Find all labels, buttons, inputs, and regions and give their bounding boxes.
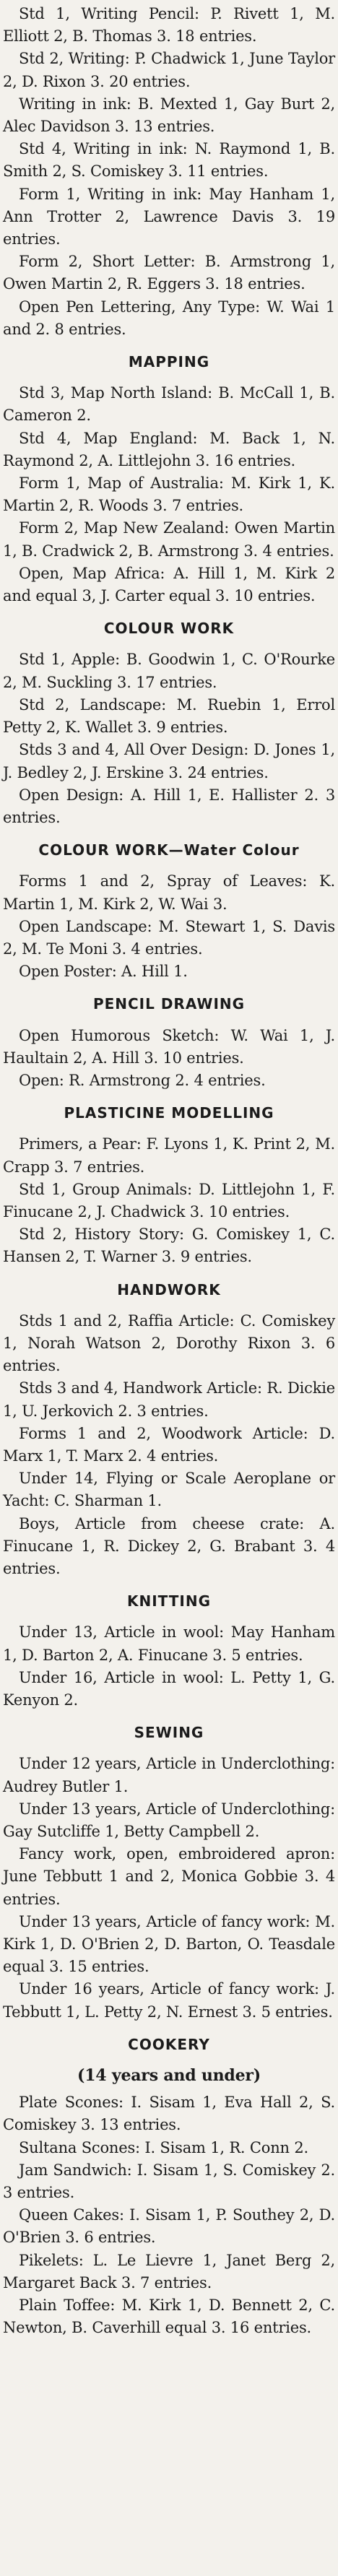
- newspaper-column: [3, 3, 335, 2340]
- results-paragraph: Open Humorous Sketch: W. Wai 1, J. Haultain 2, A. Hill 3. 10 entries.: [3, 1026, 335, 1067]
- results-paragraph: Std 1, Writing Pencil: P. Rivett 1, M. Elliott 2, B. Thomas 3. 18 entries.: [3, 5, 335, 45]
- results-paragraph: Form 2, Map New Zealand: Owen Martin 1, B. Cradwick 2, B. Armstrong 3. 4 entries.: [3, 519, 335, 560]
- section-heading: COLOUR WORK: [103, 620, 235, 638]
- results-paragraph: Stds 3 and 4, All Over Design: D. Jones 1, J. Bedley 2, J. Erskine 3. 24 entries.: [3, 741, 335, 781]
- results-paragraph: Forms 1 and 2, Woodwork Article: D. Marx 1, T. Marx 2. 4 entries.: [3, 1424, 335, 1465]
- results-paragraph: Plate Scones: I. Sisam 1, Eva Hall 2, S. Comiskey 3. 13 entries.: [3, 2094, 335, 2134]
- section-subheading: (14 years and under): [77, 2066, 261, 2086]
- results-paragraph: Open: R. Armstrong 2. 4 entries.: [19, 1071, 266, 1089]
- section-heading: HANDWORK: [117, 1280, 221, 1298]
- section-heading: PENCIL DRAWING: [92, 995, 246, 1013]
- results-paragraph: Under 16 years, Article of fancy work: J. Tebbutt 1, L. Petty 2, N. Ernest 3. 5 entries.: [3, 1980, 335, 2021]
- results-paragraph: Std 4, Writing in ink: N. Raymond 1, B. Smith 2, S. Comiskey 3. 11 entries.: [3, 140, 335, 181]
- results-paragraph: Std 4, Map England: M. Back 1, N. Raymond 2, A. Littlejohn 3. 16 entries.: [3, 429, 335, 469]
- results-paragraph: Form 2, Short Letter: B. Armstrong 1, Owen Martin 2, R. Eggers 3. 18 entries.: [3, 253, 335, 293]
- results-paragraph: Forms 1 and 2, Spray of Leaves: K. Martin 1, M. Kirk 2, W. Wai 3.: [3, 872, 335, 913]
- results-paragraph: Open Landscape: M. Stewart 1, S. Davis 2, M. Te Moni 3. 4 entries.: [3, 917, 335, 958]
- section-heading: PLASTICINE MODELLING: [64, 1104, 274, 1122]
- results-paragraph: Stds 3 and 4, Handwork Article: R. Dickie 1, U. Jerkovich 2. 3 entries.: [3, 1379, 335, 1420]
- results-paragraph: Stds 1 and 2, Raffia Article: C. Comiskey 1, Norah Watson 2, Dorothy Rixon 3. 6 entries.: [3, 1311, 335, 1375]
- results-paragraph: Open, Map Africa: A. Hill 1, M. Kirk 2 and equal 3, J. Carter equal 3. 10 entries.: [3, 564, 335, 605]
- results-paragraph: Open Design: A. Hill 1, E. Hallister 2. 3 entries.: [3, 786, 335, 826]
- results-paragraph: Queen Cakes: I. Sisam 1, P. Southey 2, D. O'Brien 3. 6 entries.: [3, 2206, 335, 2247]
- results-paragraph: Pikelets: L. Le Lievre 1, Janet Berg 2, Margaret Back 3. 7 entries.: [3, 2251, 335, 2291]
- section-heading: SEWING: [134, 1724, 204, 1742]
- results-paragraph: Primers, a Pear: F. Lyons 1, K. Print 2, M. Crapp 3. 7 entries.: [3, 1135, 335, 1176]
- results-paragraph: Plain Toffee: M. Kirk 1, D. Bennett 2, C. Newton, B. Caverhill equal 3. 16 entries.: [3, 2297, 335, 2337]
- results-paragraph: Under 16, Article in wool: L. Petty 1, G. Kenyon 2.: [3, 1668, 335, 1709]
- results-paragraph: Writing in ink: B. Mexted 1, Gay Burt 2, Alec Davidson 3. 13 entries.: [3, 95, 335, 136]
- results-paragraph: Std 2, Landscape: M. Ruebin 1, Errol Petty 2, K. Wallet 3. 9 entries.: [3, 695, 335, 737]
- section-heading: COOKERY: [128, 2035, 210, 2053]
- results-paragraph: Form 1, Writing in ink: May Hanham 1, Ann Trotter 2, Lawrence Davis 3. 19 entries.: [3, 185, 335, 248]
- section-heading: MAPPING: [128, 353, 210, 371]
- section-heading: KNITTING: [126, 1592, 212, 1610]
- results-paragraph: Boys, Article from cheese crate: A. Finucane 1, R. Dickey 2, G. Brabant 3. 4 entries.: [3, 1514, 335, 1577]
- results-paragraph: Std 1, Group Animals: D. Littlejohn 1, F. Finucane 2, J. Chadwick 3. 10 entries.: [3, 1180, 335, 1220]
- results-paragraph: Std 1, Apple: B. Goodwin 1, C. O'Rourke 2, M. Suckling 3. 17 entries.: [3, 651, 335, 691]
- results-paragraph: Under 12 years, Article in Underclothing: Audrey Butler 1.: [3, 1755, 335, 1795]
- results-paragraph: Std 3, Map North Island: B. McCall 1, B. Cameron 2.: [3, 384, 335, 425]
- results-paragraph: Sultana Scones: I. Sisam 1, R. Conn 2.: [19, 2138, 308, 2156]
- results-paragraph: Open Poster: A. Hill 1.: [19, 963, 188, 981]
- results-paragraph: Form 1, Map of Australia: M. Kirk 1, K. Martin 2, R. Woods 3. 7 entries.: [3, 474, 335, 515]
- results-paragraph: Std 2, History Story: G. Comiskey 1, C. Hansen 2, T. Warner 3. 9 entries.: [3, 1226, 335, 1266]
- results-paragraph: Under 14, Flying or Scale Aeroplane or Yacht: C. Sharman 1.: [3, 1470, 335, 1510]
- section-heading: COLOUR WORK—Water Colour: [38, 841, 300, 859]
- results-paragraph: Under 13 years, Article of fancy work: M. Kirk 1, D. O'Brien 2, D. Barton, O. Teasdale equal 3. 15 entries.: [3, 1912, 335, 1976]
- results-paragraph: Under 13 years, Article of Underclothing: Gay Sutcliffe 1, Betty Campbell 2.: [3, 1800, 335, 1841]
- results-paragraph: Std 2, Writing: P. Chadwick 1, June Taylor 2, D. Rixon 3. 20 entries.: [3, 50, 335, 90]
- results-paragraph: Jam Sandwich: I. Sisam 1, S. Comiskey 2. 3 entries.: [3, 2161, 335, 2202]
- results-paragraph: Fancy work, open, embroidered apron: June Tebbutt 1 and 2, Monica Gobbie 3. 4 entries.: [3, 1845, 335, 1908]
- results-paragraph: Under 13, Article in wool: May Hanham 1, D. Barton 2, A. Finucane 3. 5 entries.: [3, 1623, 335, 1664]
- results-paragraph: Open Pen Lettering, Any Type: W. Wai 1 and 2. 8 entries.: [3, 298, 335, 338]
